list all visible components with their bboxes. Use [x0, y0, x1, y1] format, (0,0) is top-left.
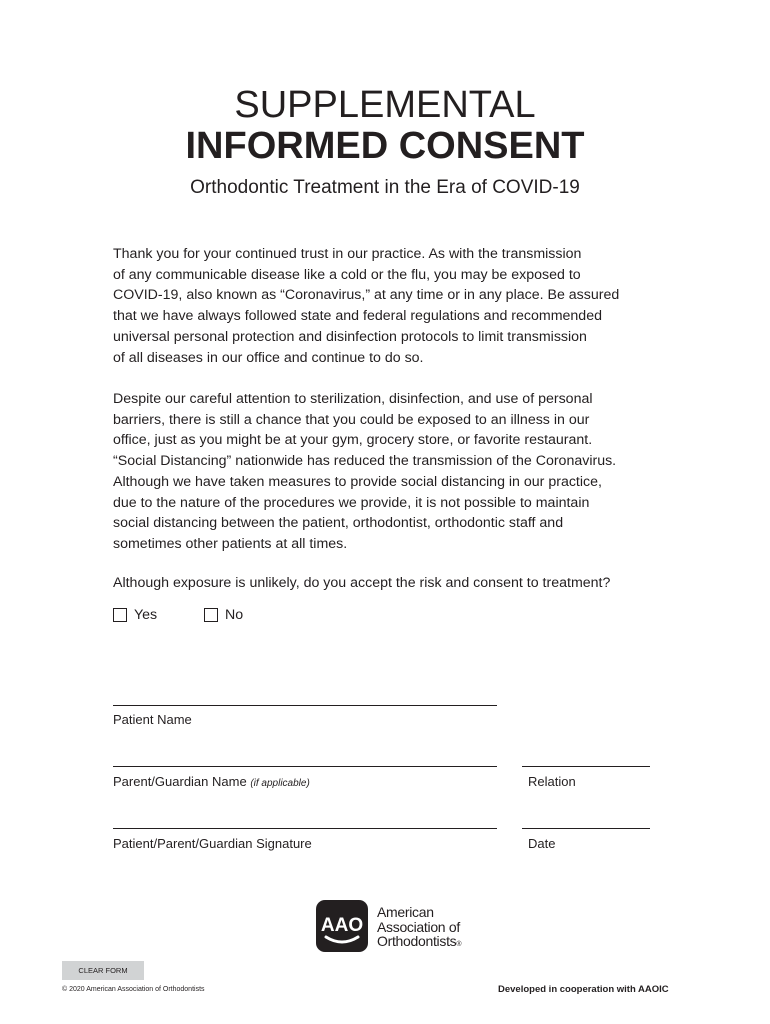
guardian-name-label	[113, 774, 310, 789]
logo-line-3: Orthodontists	[377, 933, 457, 949]
paragraph-line: COVID-19, also known as “Coronavirus,” at any time or in any place. Be assured	[113, 287, 620, 304]
registered-mark: ®	[456, 941, 462, 948]
aao-logo-letters: AAO	[320, 915, 364, 936]
signature-field[interactable]	[113, 828, 497, 829]
paragraph-line: Thank you for your continued trust in our practice. As with the transmission	[113, 246, 582, 262]
title-informed-consent: INFORMED CONSENT	[185, 125, 585, 167]
intro-paragraph	[113, 244, 668, 368]
developed-by-text: Developed in cooperation with AAOIC	[498, 984, 669, 995]
no-checkbox[interactable]	[204, 608, 218, 622]
relation-field[interactable]	[522, 766, 650, 767]
patient-name-label: Patient Name	[113, 712, 192, 727]
copyright-text: © 2020 American Association of Orthodontists	[62, 986, 205, 993]
title-supplemental: SUPPLEMENTAL	[234, 84, 536, 126]
guardian-name-field[interactable]	[113, 766, 497, 767]
yes-checkbox[interactable]	[113, 608, 127, 622]
relation-label: Relation	[528, 774, 576, 789]
date-field[interactable]	[522, 828, 650, 829]
signature-label: Patient/Parent/Guardian Signature	[113, 836, 312, 851]
paragraph-line: office, just as you might be at your gym, grocery store, or favorite restaurant.	[113, 432, 593, 449]
paragraph-line: due to the nature of the procedures we provide, it is not possible to maintain	[113, 494, 590, 511]
no-label: No	[225, 607, 244, 623]
yes-label: Yes	[134, 607, 158, 623]
guardian-name-text: Parent/Guardian Name	[113, 774, 247, 789]
logo-line-2: Association of	[377, 918, 460, 935]
risk-paragraph	[113, 389, 668, 555]
consent-question: Although exposure is unlikely, do you accept the risk and consent to treatment?	[113, 575, 611, 591]
paragraph-line: that we have always followed state and federal regulations and recommended	[113, 308, 602, 325]
paragraph-line: sometimes other patients at all times.	[113, 535, 348, 552]
paragraph-line: social distancing between the patient, orthodontist, orthodontic staff and	[113, 515, 564, 532]
logo-line-1: American	[377, 904, 434, 920]
paragraph-line: barriers, there is still a chance that you could be exposed to an illness in our	[113, 411, 590, 428]
clear-form-button[interactable]: CLEAR FORM	[62, 961, 144, 980]
patient-name-field[interactable]	[113, 705, 497, 706]
paragraph-line: Despite our careful attention to sterilization, disinfection, and use of personal	[113, 391, 593, 407]
paragraph-line: Although we have taken measures to provide social distancing in our practice,	[113, 473, 602, 490]
paragraph-line: of any communicable disease like a cold or the flu, you may be exposed to	[113, 266, 581, 283]
paragraph-line: of all diseases in our office and continue to do so.	[113, 349, 424, 366]
guardian-name-note: (if applicable)	[250, 778, 310, 789]
aao-logo-text	[377, 905, 461, 953]
paragraph-line: universal personal protection and disinfection protocols to limit transmission	[113, 328, 587, 345]
page-subtitle: Orthodontic Treatment in the Era of COVID-19	[190, 177, 580, 198]
paragraph-line: “Social Distancing” nationwide has reduced the transmission of the Coronavirus.	[113, 453, 617, 470]
date-label: Date	[528, 836, 556, 851]
aao-logo-mark	[316, 900, 368, 952]
